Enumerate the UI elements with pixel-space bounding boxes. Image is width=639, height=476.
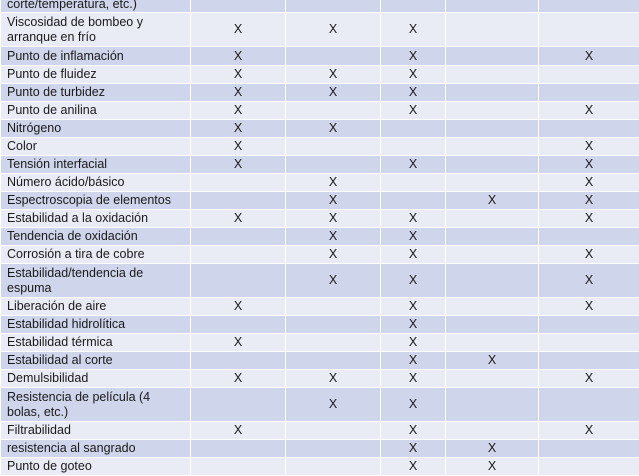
table-row bbox=[1, 156, 639, 174]
mark-cell: X bbox=[446, 352, 539, 370]
test-name-cell: Punto de goteo bbox=[1, 458, 191, 476]
mark-cell: X bbox=[286, 228, 381, 246]
table-row bbox=[1, 210, 639, 228]
test-name-cell: Corrosión a tira de cobre bbox=[1, 246, 191, 264]
mark-cell bbox=[191, 192, 286, 210]
mark-cell: X bbox=[191, 298, 286, 316]
table-row bbox=[1, 47, 639, 66]
mark-cell bbox=[191, 264, 286, 298]
test-name-cell: Estabilidad hidrolítica bbox=[1, 316, 191, 334]
mark-cell: X bbox=[539, 370, 639, 388]
mark-cell bbox=[539, 316, 639, 334]
mark-cell: X bbox=[286, 246, 381, 264]
mark-cell: X bbox=[446, 192, 539, 210]
mark-cell bbox=[446, 156, 539, 174]
mark-cell bbox=[191, 246, 286, 264]
mark-cell: X bbox=[286, 120, 381, 138]
mark-cell: X bbox=[191, 334, 286, 352]
mark-cell: X bbox=[191, 66, 286, 84]
mark-cell: X bbox=[191, 370, 286, 388]
test-name-cell: Estabilidad térmica bbox=[1, 334, 191, 352]
mark-cell: X bbox=[191, 120, 286, 138]
mark-cell bbox=[446, 0, 539, 13]
mark-cell: X bbox=[381, 47, 446, 66]
mark-cell: X bbox=[191, 13, 286, 47]
table-row bbox=[1, 192, 639, 210]
table-row bbox=[1, 13, 639, 47]
test-name-cell: Tensión interfacial bbox=[1, 156, 191, 174]
test-name-cell: Nitrógeno bbox=[1, 120, 191, 138]
mark-cell: X bbox=[539, 192, 639, 210]
test-name-cell: corte/temperatura, etc.) bbox=[1, 0, 191, 13]
mark-cell: X bbox=[381, 440, 446, 458]
mark-cell bbox=[191, 174, 286, 192]
mark-cell: X bbox=[286, 66, 381, 84]
mark-cell bbox=[446, 66, 539, 84]
mark-cell bbox=[381, 174, 446, 192]
mark-cell bbox=[381, 192, 446, 210]
mark-cell: X bbox=[286, 174, 381, 192]
mark-cell: X bbox=[286, 192, 381, 210]
mark-cell: X bbox=[191, 84, 286, 102]
table-row bbox=[1, 174, 639, 192]
table-row bbox=[1, 120, 639, 138]
mark-cell: X bbox=[446, 440, 539, 458]
mark-cell bbox=[539, 388, 639, 422]
mark-cell: X bbox=[381, 422, 446, 440]
mark-cell bbox=[286, 138, 381, 156]
mark-cell bbox=[446, 13, 539, 47]
table-row bbox=[1, 334, 639, 352]
mark-cell: X bbox=[539, 102, 639, 120]
mark-cell bbox=[539, 120, 639, 138]
mark-cell bbox=[286, 47, 381, 66]
test-name-cell: Estabilidad a la oxidación bbox=[1, 210, 191, 228]
mark-cell: X bbox=[381, 84, 446, 102]
mark-cell: X bbox=[381, 228, 446, 246]
mark-cell: X bbox=[381, 264, 446, 298]
test-name-cell: Número ácido/básico bbox=[1, 174, 191, 192]
table-row bbox=[1, 228, 639, 246]
mark-cell bbox=[446, 102, 539, 120]
mark-cell bbox=[286, 102, 381, 120]
test-name-cell: Demulsibilidad bbox=[1, 370, 191, 388]
mark-cell: X bbox=[381, 334, 446, 352]
table-row bbox=[1, 388, 639, 422]
mark-cell bbox=[446, 210, 539, 228]
table-row bbox=[1, 422, 639, 440]
mark-cell bbox=[286, 458, 381, 476]
table-row bbox=[1, 316, 639, 334]
mark-cell: X bbox=[539, 174, 639, 192]
mark-cell: X bbox=[191, 102, 286, 120]
test-name-cell: Viscosidad de bombeo y arranque en frío bbox=[1, 13, 191, 47]
mark-cell bbox=[446, 174, 539, 192]
mark-cell bbox=[539, 84, 639, 102]
test-name-cell: Espectroscopia de elementos bbox=[1, 192, 191, 210]
table-row bbox=[1, 370, 639, 388]
mark-cell bbox=[446, 422, 539, 440]
test-matrix-body bbox=[1, 0, 639, 476]
mark-cell: X bbox=[286, 370, 381, 388]
mark-cell bbox=[286, 316, 381, 334]
mark-cell bbox=[539, 334, 639, 352]
test-name-cell: Filtrabilidad bbox=[1, 422, 191, 440]
mark-cell: X bbox=[539, 156, 639, 174]
mark-cell: X bbox=[381, 102, 446, 120]
mark-cell: X bbox=[286, 264, 381, 298]
mark-cell bbox=[191, 388, 286, 422]
mark-cell bbox=[286, 334, 381, 352]
mark-cell: X bbox=[539, 47, 639, 66]
mark-cell: X bbox=[381, 370, 446, 388]
mark-cell: X bbox=[191, 156, 286, 174]
mark-cell bbox=[381, 138, 446, 156]
table-row bbox=[1, 352, 639, 370]
test-name-cell: resistencia al sangrado bbox=[1, 440, 191, 458]
mark-cell bbox=[446, 388, 539, 422]
mark-cell: X bbox=[381, 352, 446, 370]
mark-cell bbox=[446, 138, 539, 156]
mark-cell bbox=[381, 0, 446, 13]
mark-cell bbox=[446, 84, 539, 102]
mark-cell bbox=[446, 298, 539, 316]
mark-cell bbox=[286, 0, 381, 13]
mark-cell bbox=[191, 228, 286, 246]
mark-cell bbox=[191, 458, 286, 476]
mark-cell bbox=[446, 246, 539, 264]
mark-cell: X bbox=[191, 210, 286, 228]
mark-cell: X bbox=[286, 84, 381, 102]
test-name-cell: Estabilidad/tendencia de espuma bbox=[1, 264, 191, 298]
mark-cell: X bbox=[381, 13, 446, 47]
mark-cell: X bbox=[191, 422, 286, 440]
mark-cell: X bbox=[539, 138, 639, 156]
test-name-cell: Punto de turbidez bbox=[1, 84, 191, 102]
mark-cell: X bbox=[381, 246, 446, 264]
table-row bbox=[1, 264, 639, 298]
mark-cell bbox=[446, 228, 539, 246]
mark-cell: X bbox=[286, 388, 381, 422]
mark-cell: X bbox=[381, 316, 446, 334]
mark-cell bbox=[539, 458, 639, 476]
table-row bbox=[1, 102, 639, 120]
mark-cell bbox=[286, 298, 381, 316]
mark-cell: X bbox=[539, 298, 639, 316]
test-name-cell: Color bbox=[1, 138, 191, 156]
table-row bbox=[1, 138, 639, 156]
table-row bbox=[1, 246, 639, 264]
table-row bbox=[1, 84, 639, 102]
test-name-cell: Punto de anilina bbox=[1, 102, 191, 120]
mark-cell bbox=[446, 264, 539, 298]
mark-cell: X bbox=[539, 210, 639, 228]
table-row bbox=[1, 298, 639, 316]
mark-cell bbox=[446, 316, 539, 334]
mark-cell: X bbox=[191, 47, 286, 66]
mark-cell: X bbox=[539, 264, 639, 298]
mark-cell bbox=[446, 370, 539, 388]
mark-cell: X bbox=[539, 246, 639, 264]
test-name-cell: Punto de fluidez bbox=[1, 66, 191, 84]
table-row bbox=[1, 0, 639, 13]
mark-cell: X bbox=[381, 210, 446, 228]
table-row bbox=[1, 66, 639, 84]
mark-cell bbox=[539, 440, 639, 458]
mark-cell: X bbox=[286, 210, 381, 228]
mark-cell: X bbox=[381, 388, 446, 422]
test-name-cell: Estabilidad al corte bbox=[1, 352, 191, 370]
mark-cell bbox=[446, 120, 539, 138]
mark-cell bbox=[286, 156, 381, 174]
mark-cell bbox=[539, 228, 639, 246]
mark-cell bbox=[539, 66, 639, 84]
table-row bbox=[1, 458, 639, 476]
mark-cell: X bbox=[191, 138, 286, 156]
mark-cell bbox=[191, 352, 286, 370]
table-row bbox=[1, 440, 639, 458]
mark-cell bbox=[539, 13, 639, 47]
mark-cell bbox=[191, 440, 286, 458]
test-name-cell: Tendencia de oxidación bbox=[1, 228, 191, 246]
mark-cell bbox=[286, 422, 381, 440]
mark-cell bbox=[286, 440, 381, 458]
test-name-cell: Punto de inflamación bbox=[1, 47, 191, 66]
mark-cell: X bbox=[381, 66, 446, 84]
mark-cell: X bbox=[286, 13, 381, 47]
mark-cell: X bbox=[381, 298, 446, 316]
mark-cell bbox=[191, 0, 286, 13]
mark-cell bbox=[446, 334, 539, 352]
test-name-cell: Resistencia de película (4 bolas, etc.) bbox=[1, 388, 191, 422]
mark-cell: X bbox=[381, 458, 446, 476]
test-name-cell: Liberación de aire bbox=[1, 298, 191, 316]
mark-cell bbox=[191, 316, 286, 334]
mark-cell: X bbox=[446, 458, 539, 476]
mark-cell bbox=[446, 47, 539, 66]
mark-cell: X bbox=[381, 156, 446, 174]
mark-cell bbox=[539, 352, 639, 370]
mark-cell bbox=[286, 352, 381, 370]
mark-cell: X bbox=[539, 422, 639, 440]
mark-cell bbox=[381, 120, 446, 138]
mark-cell bbox=[539, 0, 639, 13]
